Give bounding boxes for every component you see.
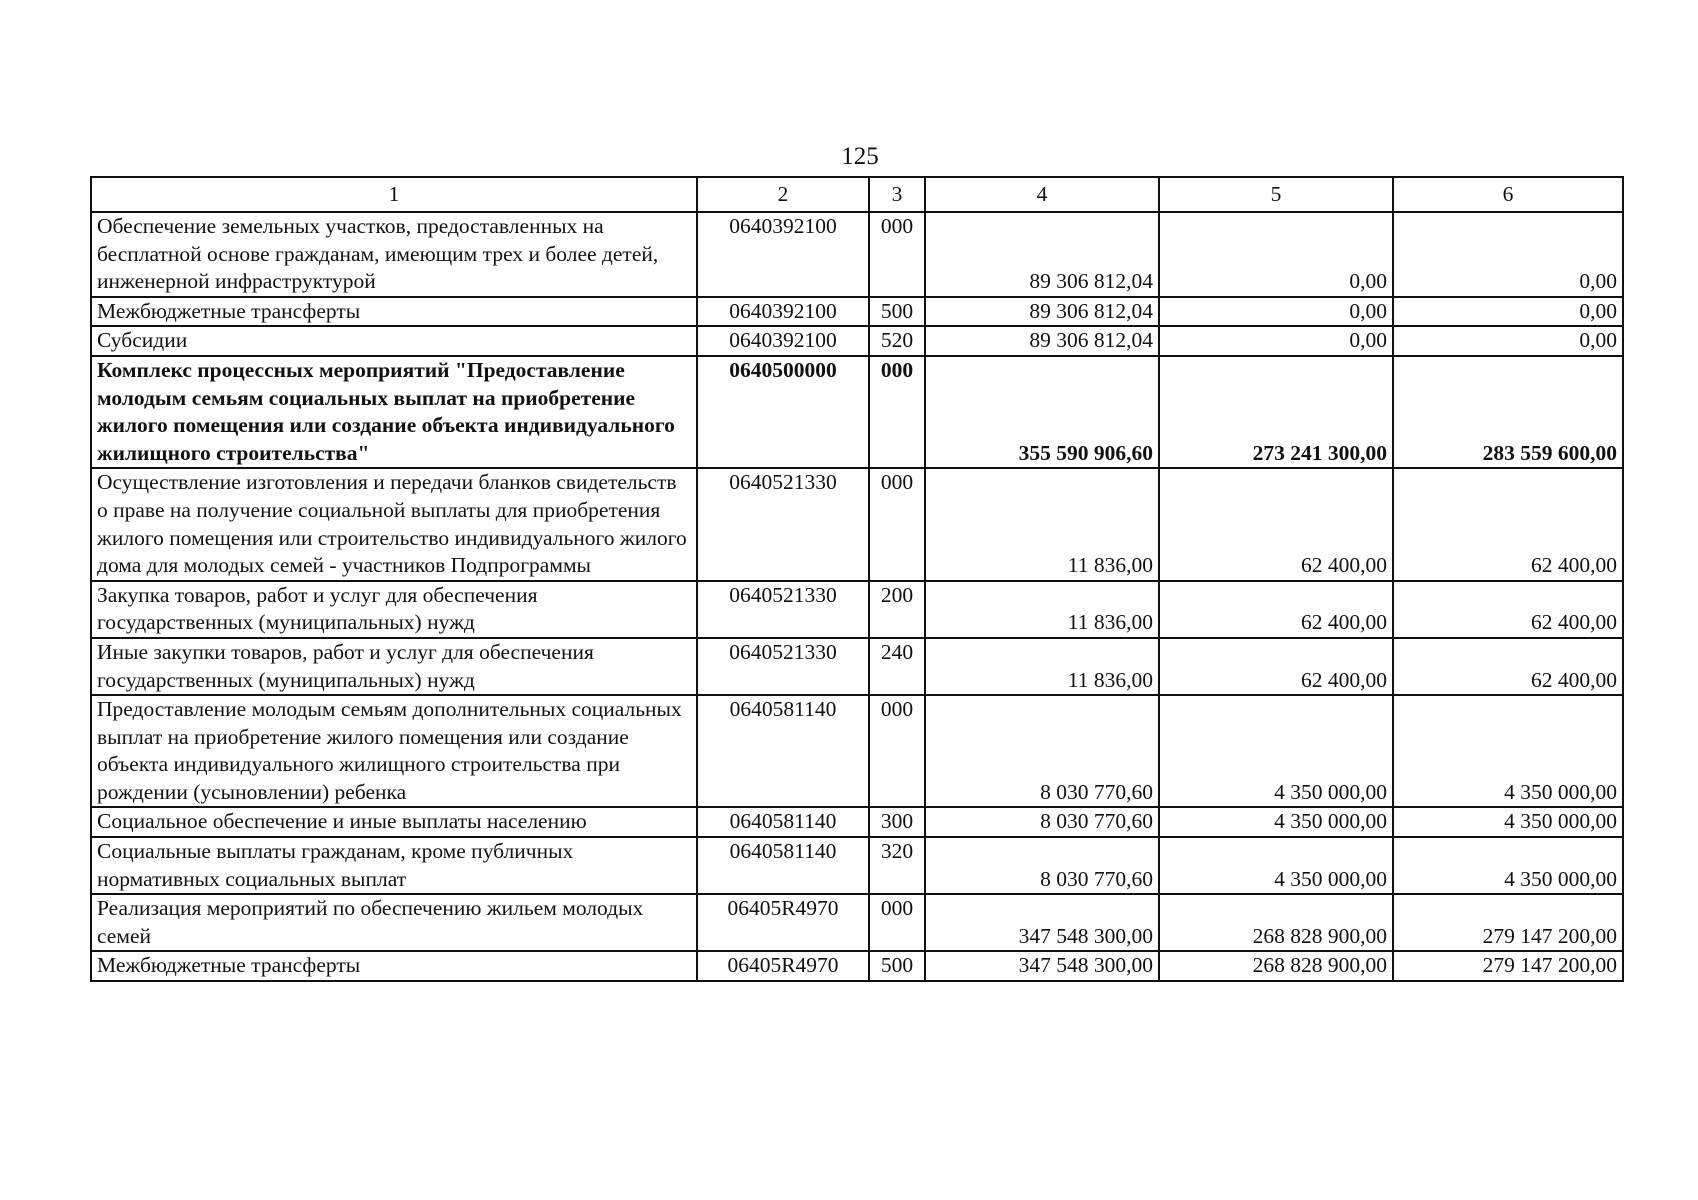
row-amount-col-6: 279 147 200,00 — [1393, 951, 1623, 981]
row-code: 0640392100 — [697, 326, 869, 356]
row-amount-col-6: 62 400,00 — [1393, 638, 1623, 695]
table-row — [91, 894, 1623, 951]
row-amount-col-5: 4 350 000,00 — [1159, 837, 1393, 894]
row-amount-col-4: 8 030 770,60 — [925, 837, 1159, 894]
table-header-row — [91, 177, 1623, 212]
row-amount-col-5: 268 828 900,00 — [1159, 894, 1393, 951]
row-code: 0640521330 — [697, 468, 869, 580]
row-name: Иные закупки товаров, работ и услуг для обеспечения государственных (муниципальных) нужд — [91, 638, 697, 695]
header-col-5: 5 — [1159, 177, 1393, 212]
row-name: Социальное обеспечение и иные выплаты населению — [91, 807, 697, 837]
row-amount-col-4: 11 836,00 — [925, 581, 1159, 638]
row-amount-col-6: 4 350 000,00 — [1393, 837, 1623, 894]
row-code: 06405R4970 — [697, 894, 869, 951]
header-col-4: 4 — [925, 177, 1159, 212]
row-expense-type: 500 — [869, 951, 925, 981]
row-amount-col-6: 62 400,00 — [1393, 468, 1623, 580]
row-name: Социальные выплаты гражданам, кроме публичных нормативных социальных выплат — [91, 837, 697, 894]
row-amount-col-5: 62 400,00 — [1159, 638, 1393, 695]
header-col-1: 1 — [91, 177, 697, 212]
row-expense-type: 500 — [869, 297, 925, 327]
row-expense-type: 000 — [869, 212, 925, 297]
page-number: 125 — [841, 143, 879, 170]
table-row — [91, 695, 1623, 807]
row-name: Реализация мероприятий по обеспечению жильем молодых семей — [91, 894, 697, 951]
row-expense-type: 000 — [869, 894, 925, 951]
row-code: 0640581140 — [697, 837, 869, 894]
row-code: 0640581140 — [697, 807, 869, 837]
row-expense-type: 240 — [869, 638, 925, 695]
header-col-2: 2 — [697, 177, 869, 212]
table-row — [91, 356, 1623, 468]
row-name: Осуществление изготовления и передачи бланков свидетельств о праве на получение социальной выплаты для приобретения жилого помещения или строительство индивидуального жилого дома для молодых семей - участников Подпрограммы — [91, 468, 697, 580]
table-row — [91, 581, 1623, 638]
row-amount-col-4: 89 306 812,04 — [925, 297, 1159, 327]
row-name: Закупка товаров, работ и услуг для обеспечения государственных (муниципальных) нужд — [91, 581, 697, 638]
row-expense-type: 300 — [869, 807, 925, 837]
row-name: Предоставление молодым семьям дополнительных социальных выплат на приобретение жилого помещения или создание объекта индивидуального жилищного строительства при рождении (усыновлении) ребенка — [91, 695, 697, 807]
row-expense-type: 520 — [869, 326, 925, 356]
row-amount-col-4: 355 590 906,60 — [925, 356, 1159, 468]
row-expense-type: 320 — [869, 837, 925, 894]
row-code: 0640521330 — [697, 581, 869, 638]
table-row — [91, 951, 1623, 981]
row-expense-type: 000 — [869, 468, 925, 580]
row-amount-col-4: 89 306 812,04 — [925, 326, 1159, 356]
row-name: Комплекс процессных мероприятий "Предоставление молодым семьям социальных выплат на приобретение жилого помещения или создание объекта индивидуального жилищного строительства" — [91, 356, 697, 468]
table-row — [91, 468, 1623, 580]
row-amount-col-4: 8 030 770,60 — [925, 807, 1159, 837]
row-amount-col-4: 347 548 300,00 — [925, 894, 1159, 951]
table-row — [91, 807, 1623, 837]
row-amount-col-6: 0,00 — [1393, 326, 1623, 356]
row-code: 0640500000 — [697, 356, 869, 468]
row-code: 0640581140 — [697, 695, 869, 807]
row-amount-col-4: 8 030 770,60 — [925, 695, 1159, 807]
row-amount-col-5: 62 400,00 — [1159, 468, 1393, 580]
row-name: Обеспечение земельных участков, предоставленных на бесплатной основе гражданам, имеющим трех и более детей, инженерной инфраструктурой — [91, 212, 697, 297]
row-amount-col-6: 0,00 — [1393, 212, 1623, 297]
table-row — [91, 837, 1623, 894]
row-amount-col-6: 4 350 000,00 — [1393, 695, 1623, 807]
row-amount-col-4: 89 306 812,04 — [925, 212, 1159, 297]
row-amount-col-5: 0,00 — [1159, 297, 1393, 327]
row-code: 0640521330 — [697, 638, 869, 695]
row-code: 0640392100 — [697, 297, 869, 327]
table-row — [91, 326, 1623, 356]
row-name: Межбюджетные трансферты — [91, 297, 697, 327]
row-amount-col-5: 0,00 — [1159, 326, 1393, 356]
row-amount-col-5: 62 400,00 — [1159, 581, 1393, 638]
row-expense-type: 000 — [869, 356, 925, 468]
row-name: Межбюджетные трансферты — [91, 951, 697, 981]
header-col-6: 6 — [1393, 177, 1623, 212]
row-code: 06405R4970 — [697, 951, 869, 981]
row-code: 0640392100 — [697, 212, 869, 297]
row-amount-col-5: 268 828 900,00 — [1159, 951, 1393, 981]
budget-table-body — [91, 177, 1623, 981]
header-col-3: 3 — [869, 177, 925, 212]
row-amount-col-6: 62 400,00 — [1393, 581, 1623, 638]
row-amount-col-5: 4 350 000,00 — [1159, 695, 1393, 807]
row-amount-col-4: 11 836,00 — [925, 638, 1159, 695]
row-amount-col-6: 4 350 000,00 — [1393, 807, 1623, 837]
row-expense-type: 200 — [869, 581, 925, 638]
row-amount-col-5: 273 241 300,00 — [1159, 356, 1393, 468]
row-amount-col-5: 0,00 — [1159, 212, 1393, 297]
row-amount-col-6: 283 559 600,00 — [1393, 356, 1623, 468]
row-amount-col-4: 11 836,00 — [925, 468, 1159, 580]
budget-table — [90, 176, 1624, 982]
row-expense-type: 000 — [869, 695, 925, 807]
row-amount-col-6: 0,00 — [1393, 297, 1623, 327]
table-row — [91, 297, 1623, 327]
row-name: Субсидии — [91, 326, 697, 356]
row-amount-col-4: 347 548 300,00 — [925, 951, 1159, 981]
row-amount-col-6: 279 147 200,00 — [1393, 894, 1623, 951]
table-row — [91, 212, 1623, 297]
table-row — [91, 638, 1623, 695]
row-amount-col-5: 4 350 000,00 — [1159, 807, 1393, 837]
